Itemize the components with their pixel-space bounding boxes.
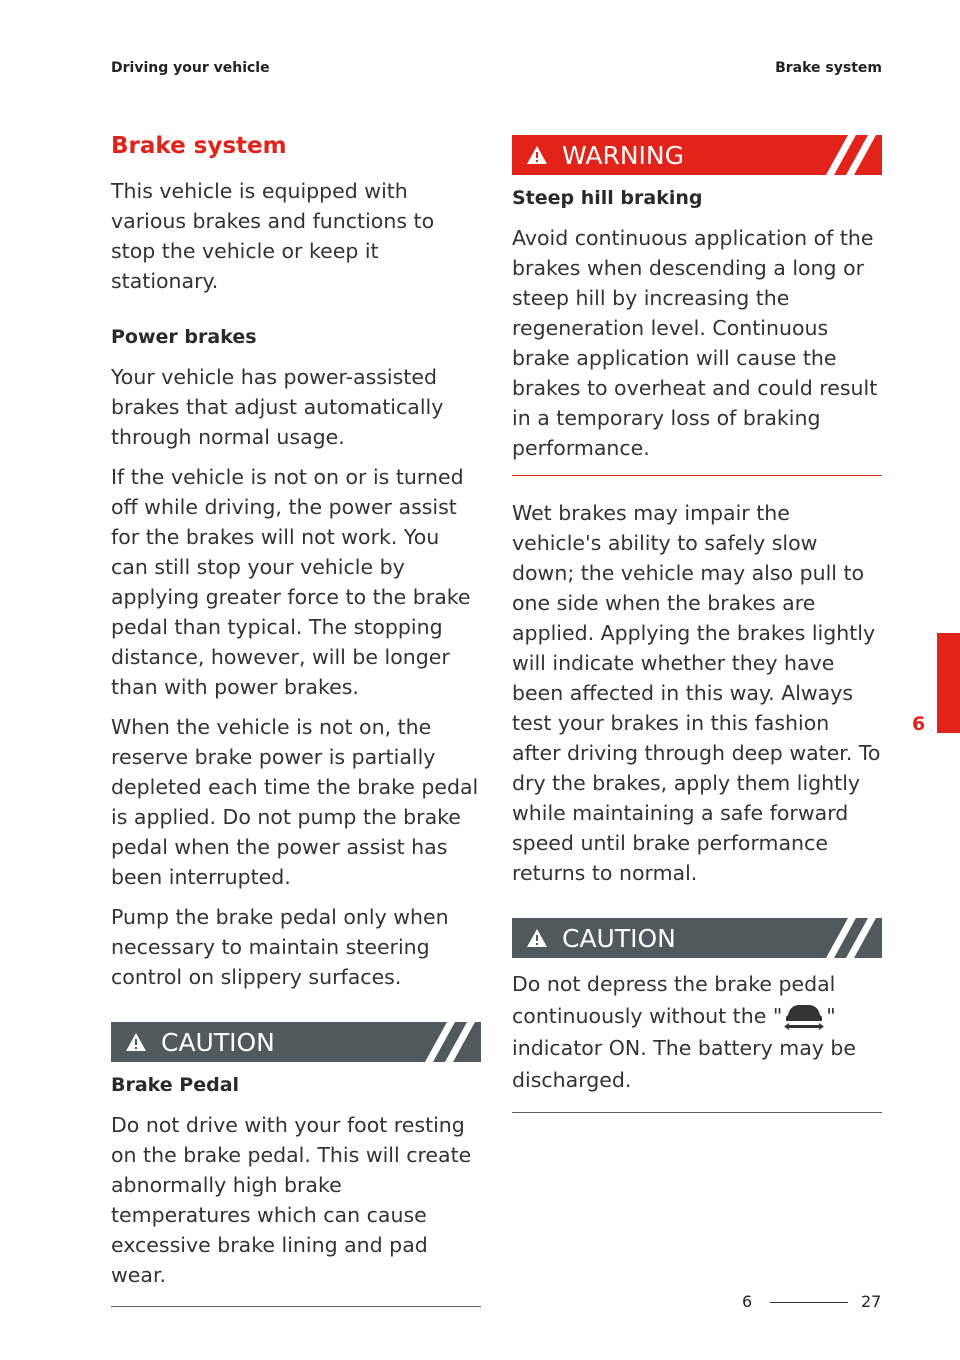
right-column bbox=[512, 135, 882, 1113]
banner-slashes-icon bbox=[425, 1022, 475, 1062]
power-brakes-paragraph-3: When the vehicle is not on, the reserve brake power is partially depleted each time the brake pedal is applied. Do not pump the brake pedal when the power assist has been interrupted. bbox=[111, 715, 479, 889]
warning-triangle-icon bbox=[125, 1032, 147, 1052]
banner-slashes-icon bbox=[826, 135, 876, 175]
warning-end-rule bbox=[512, 475, 882, 476]
caution-text-right bbox=[512, 968, 882, 1096]
power-brakes-paragraph-1: Your vehicle has power-assisted brakes that adjust automatically through normal usage. bbox=[111, 365, 444, 449]
caution-banner-right bbox=[512, 918, 882, 958]
warning-banner bbox=[512, 135, 882, 175]
warning-heading: Steep hill braking bbox=[512, 187, 703, 209]
caution-end-rule bbox=[111, 1306, 481, 1307]
caution-text-after: " indicator ON. The battery may be discharged. bbox=[512, 1004, 857, 1092]
running-header-section: Brake system bbox=[775, 60, 882, 76]
caution-banner-left bbox=[111, 1022, 481, 1062]
caution-heading: Brake Pedal bbox=[111, 1074, 240, 1096]
section-title: Brake system bbox=[111, 133, 287, 159]
vehicle-indicator-icon bbox=[782, 1001, 826, 1031]
caution-text-before: Do not depress the brake pedal continuously without the " bbox=[512, 972, 836, 1028]
power-brakes-paragraph-4: Pump the brake pedal only when necessary to maintain steering control on slippery surfaces. bbox=[111, 905, 449, 989]
chapter-tab-number: 6 bbox=[912, 713, 926, 735]
banner-slashes-icon bbox=[826, 918, 876, 958]
left-column bbox=[111, 128, 481, 1307]
caution-label: CAUTION bbox=[562, 923, 676, 953]
footer-divider bbox=[770, 1302, 848, 1303]
chapter-tab bbox=[937, 633, 960, 733]
caution-label: CAUTION bbox=[161, 1027, 275, 1057]
caution-end-rule-right bbox=[512, 1112, 882, 1113]
warning-triangle-icon bbox=[526, 928, 548, 948]
page-number: 27 bbox=[861, 1292, 882, 1311]
warning-label: WARNING bbox=[562, 140, 684, 170]
warning-text: Avoid continuous application of the brakes when descending a long or steep hill by increasing the regeneration level. Continuous brake application will cause the brakes to overheat and could result in a temporary loss of braking performance. bbox=[512, 226, 878, 460]
intro-paragraph: This vehicle is equipped with various brakes and functions to stop the vehicle or keep it stationary. bbox=[111, 179, 435, 293]
warning-triangle-icon bbox=[526, 145, 548, 165]
running-header-chapter: Driving your vehicle bbox=[111, 60, 270, 76]
power-brakes-paragraph-2: If the vehicle is not on or is turned off while driving, the power assist for the brakes will not work. You can still stop your vehicle by applying greater force to the brake pedal than typical. The stopping distance, however, will be longer than with power brakes. bbox=[111, 465, 471, 699]
power-brakes-heading: Power brakes bbox=[111, 326, 257, 348]
footer-chapter: 6 bbox=[742, 1292, 753, 1311]
caution-text: Do not drive with your foot resting on the brake pedal. This will create abnormally high brake temperatures which can cause excessive brake lining and pad wear. bbox=[111, 1113, 472, 1287]
wet-brakes-paragraph: Wet brakes may impair the vehicle's ability to safely slow down; the vehicle may also pull to one side when the brakes are applied. Applying the brakes lightly will indicate whether they have been affected in this way. Always test your brakes in this fashion after driving through deep water. To dry the brakes, apply them lightly while maintaining a safe forward speed until brake performance returns to normal. bbox=[512, 501, 881, 885]
